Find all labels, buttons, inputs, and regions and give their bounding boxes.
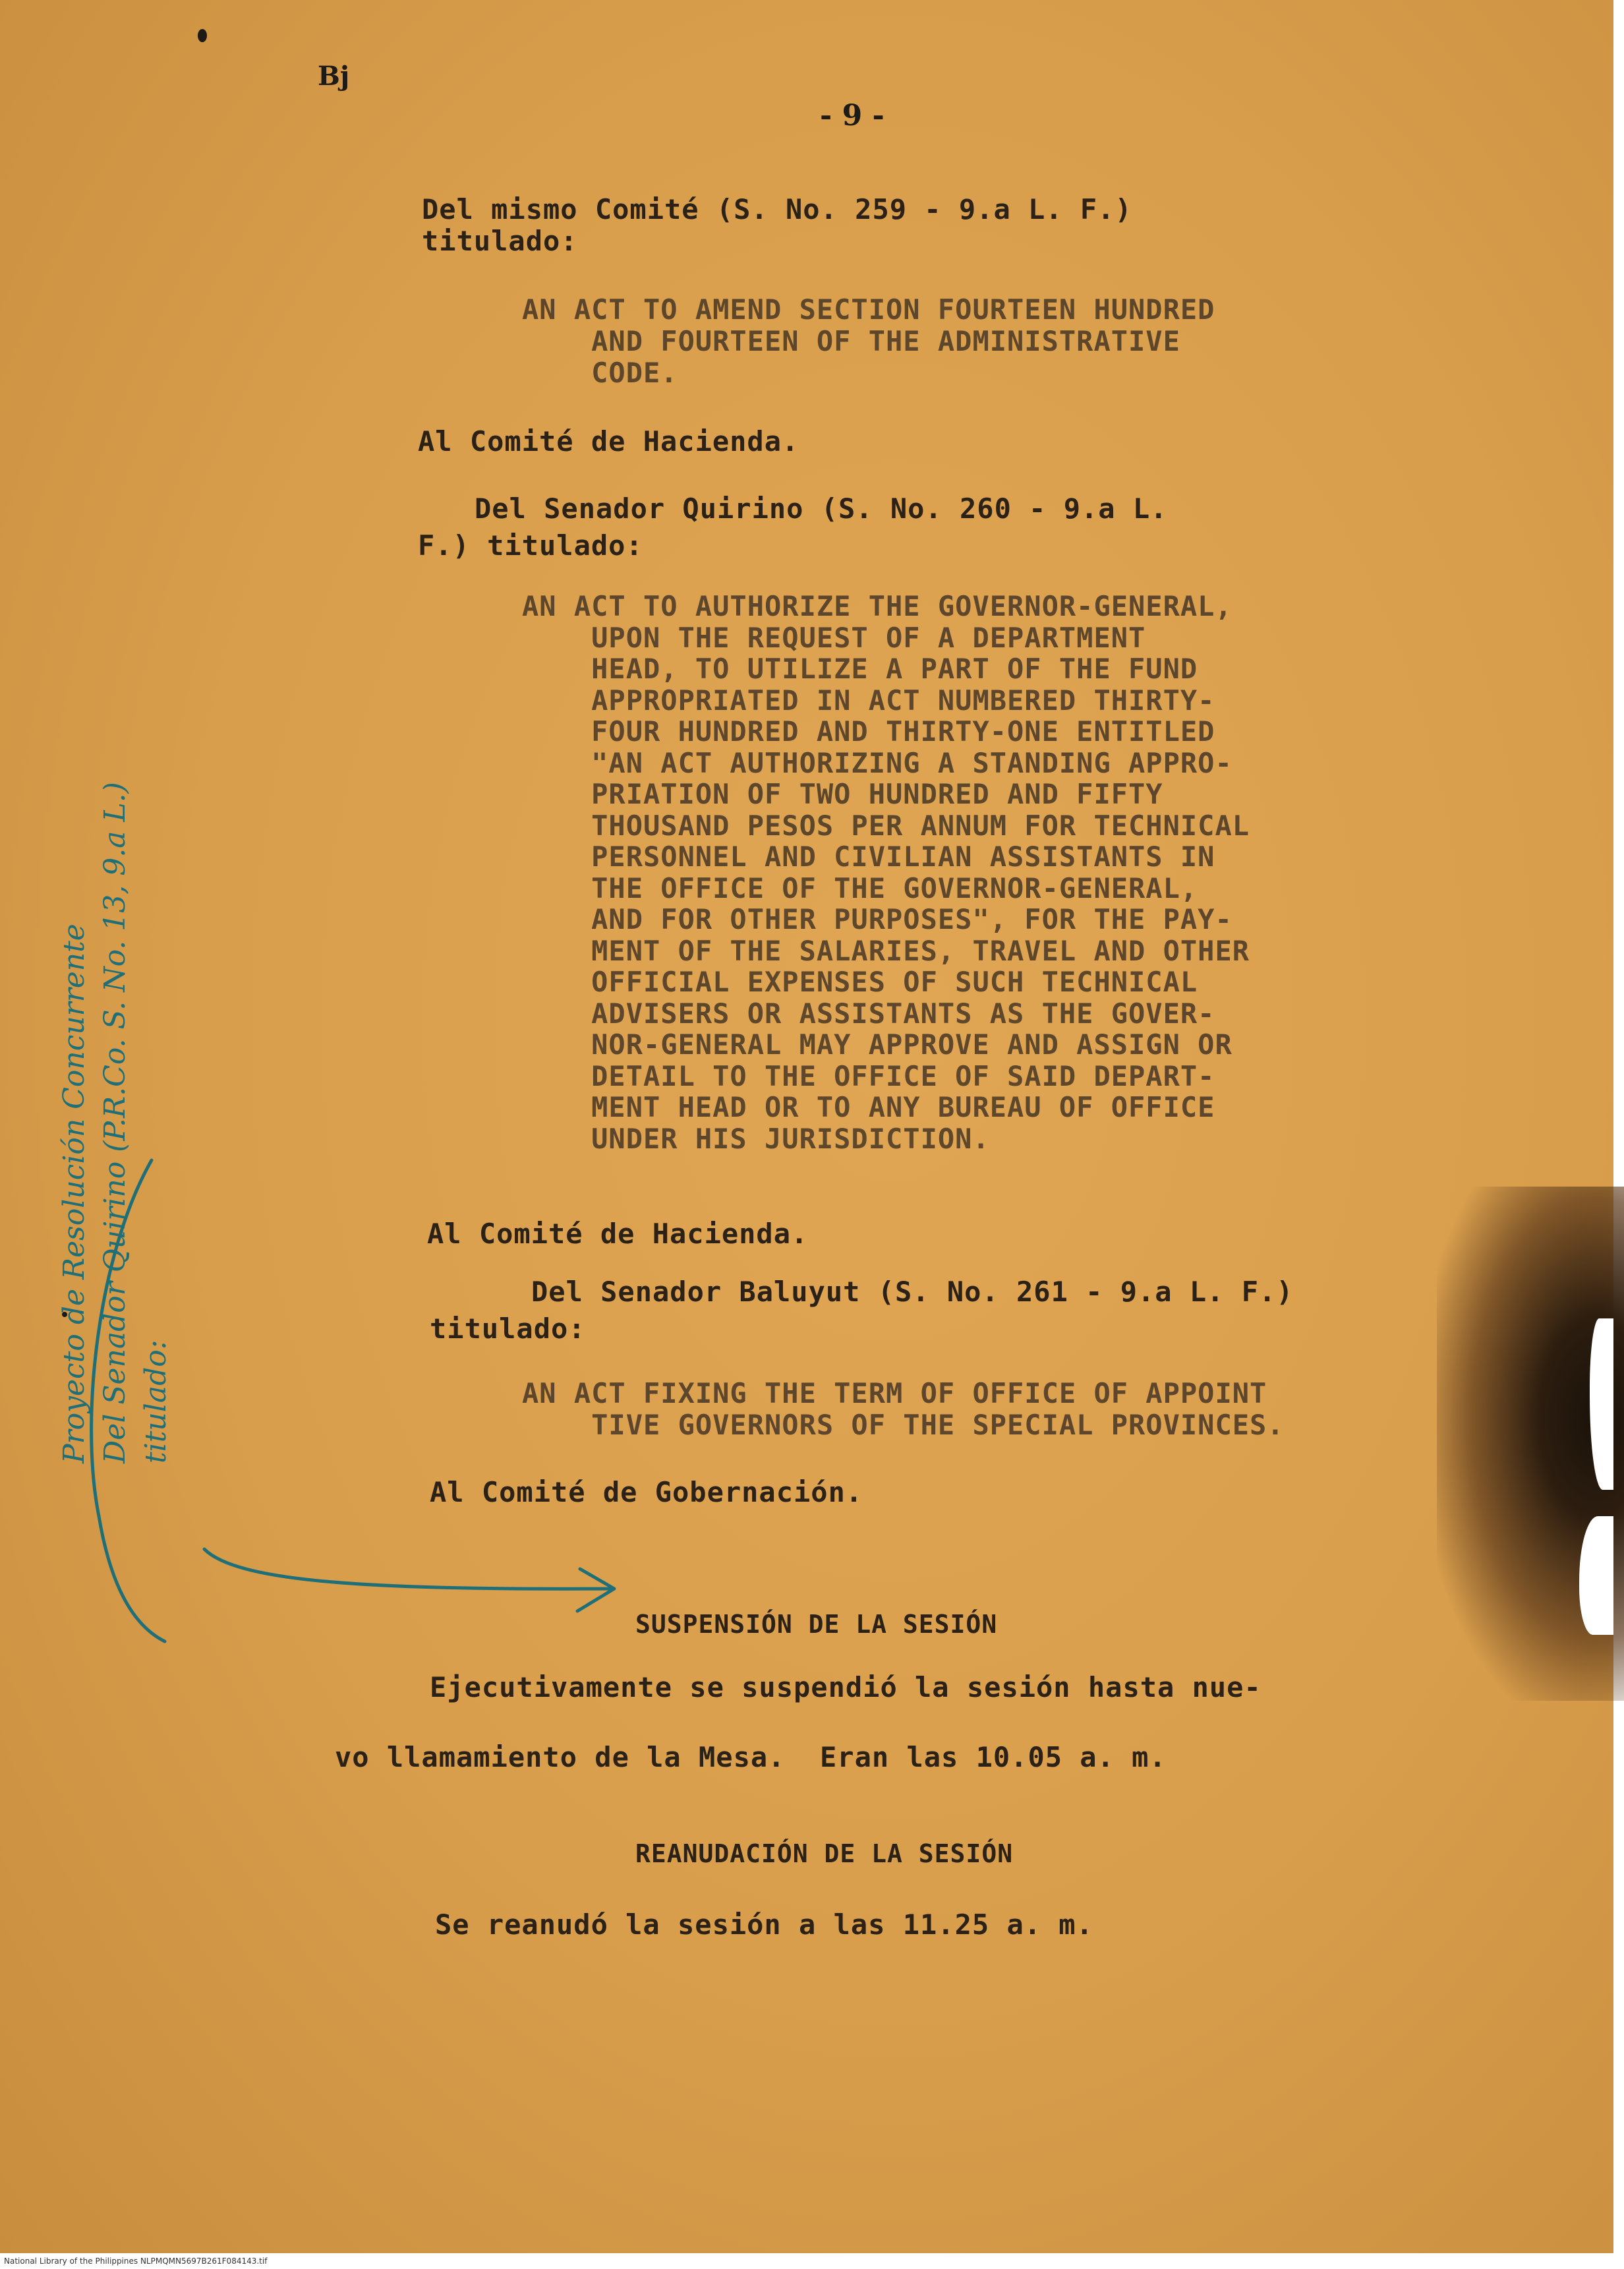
page-initials: Bj bbox=[318, 61, 350, 92]
minutes-text: vo llamamiento de la Mesa. Eran las 10.05 a. m. bbox=[335, 1741, 1167, 1773]
minutes-text: Se reanudó la sesión a las 11.25 a. m. bbox=[435, 1908, 1093, 1941]
bill-title: AN ACT TO AUTHORIZE THE GOVERNOR-GENERAL, UPON THE REQUEST OF A DEPARTMENT HEAD, TO UTILIZE A PART OF THE FUND APPROPRIATED IN ACT NUMBERED THIRTY- FOUR HUNDRED AND THIRTY-ONE ENTITLED "AN ACT AUTHORIZING A STANDING APPRO- PRIATION OF TWO HUNDRED AND FIFTY THOUSAND PESOS PER ANNUM FOR TECHNICAL PERSONNEL AND CIVILIAN ASSISTANTS IN THE OFFICE OF THE GOVERNOR-GENERAL, AND FOR OTHER PURPOSES", FOR THE PAY- MENT OF THE SALARIES, TRAVEL AND OTHER OFFICIAL EXPENSES OF SUCH TECHNICAL ADVISERS OR ASSISTANTS AS THE GOVER- NOR-GENERAL MAY APPROVE AND ASSIGN OR DETAIL TO THE OFFICE OF SAID DEPART- MENT HEAD OR TO ANY BUREAU OF OFFICE UNDER HIS JURISDICTION. bbox=[522, 590, 1250, 1155]
scan-footer: National Library of the Philippines NLPMQMN5697B261F084143.tif bbox=[0, 2253, 1624, 2269]
bill-title: AN ACT FIXING THE TERM OF OFFICE OF APPOINT TIVE GOVERNORS OF THE SPECIAL PROVINCES. bbox=[522, 1377, 1285, 1441]
page-number: - 9 - bbox=[820, 99, 884, 133]
committee-assignment: Al Comité de Gobernación. bbox=[430, 1476, 863, 1508]
bill-referral-line: F.) titulado: bbox=[418, 529, 643, 562]
bill-referral-line: Del mismo Comité (S. No. 259 - 9.a L. F.) titulado: bbox=[422, 193, 1132, 257]
bill-referral-line: Del Senador Baluyut (S. No. 261 - 9.a L. F.) bbox=[531, 1276, 1294, 1308]
bill-referral-line: titulado: bbox=[430, 1312, 586, 1345]
committee-assignment: Al Comité de Hacienda. bbox=[418, 425, 799, 457]
bill-referral-line: Del Senador Quirino (S. No. 260 - 9.a L. bbox=[475, 492, 1168, 525]
bill-title: AN ACT TO AMEND SECTION FOURTEEN HUNDRED AND FOURTEEN OF THE ADMINISTRATIVE CODE. bbox=[522, 293, 1215, 389]
section-heading: REANUDACIÓN DE LA SESIÓN bbox=[635, 1839, 1014, 1868]
committee-assignment: Al Comité de Hacienda. bbox=[427, 1218, 809, 1250]
minutes-text: Ejecutivamente se suspendió la sesión hasta nue- bbox=[430, 1671, 1262, 1703]
handwritten-note: Proyecto de Resolución Concurrente Del Senador Quirino (P.R.Co. S. No. 13, 9.a L.) titulado: bbox=[57, 782, 173, 1463]
hand-arrow-line bbox=[204, 1549, 613, 1589]
section-heading: SUSPENSIÓN DE LA SESIÓN bbox=[635, 1610, 998, 1639]
